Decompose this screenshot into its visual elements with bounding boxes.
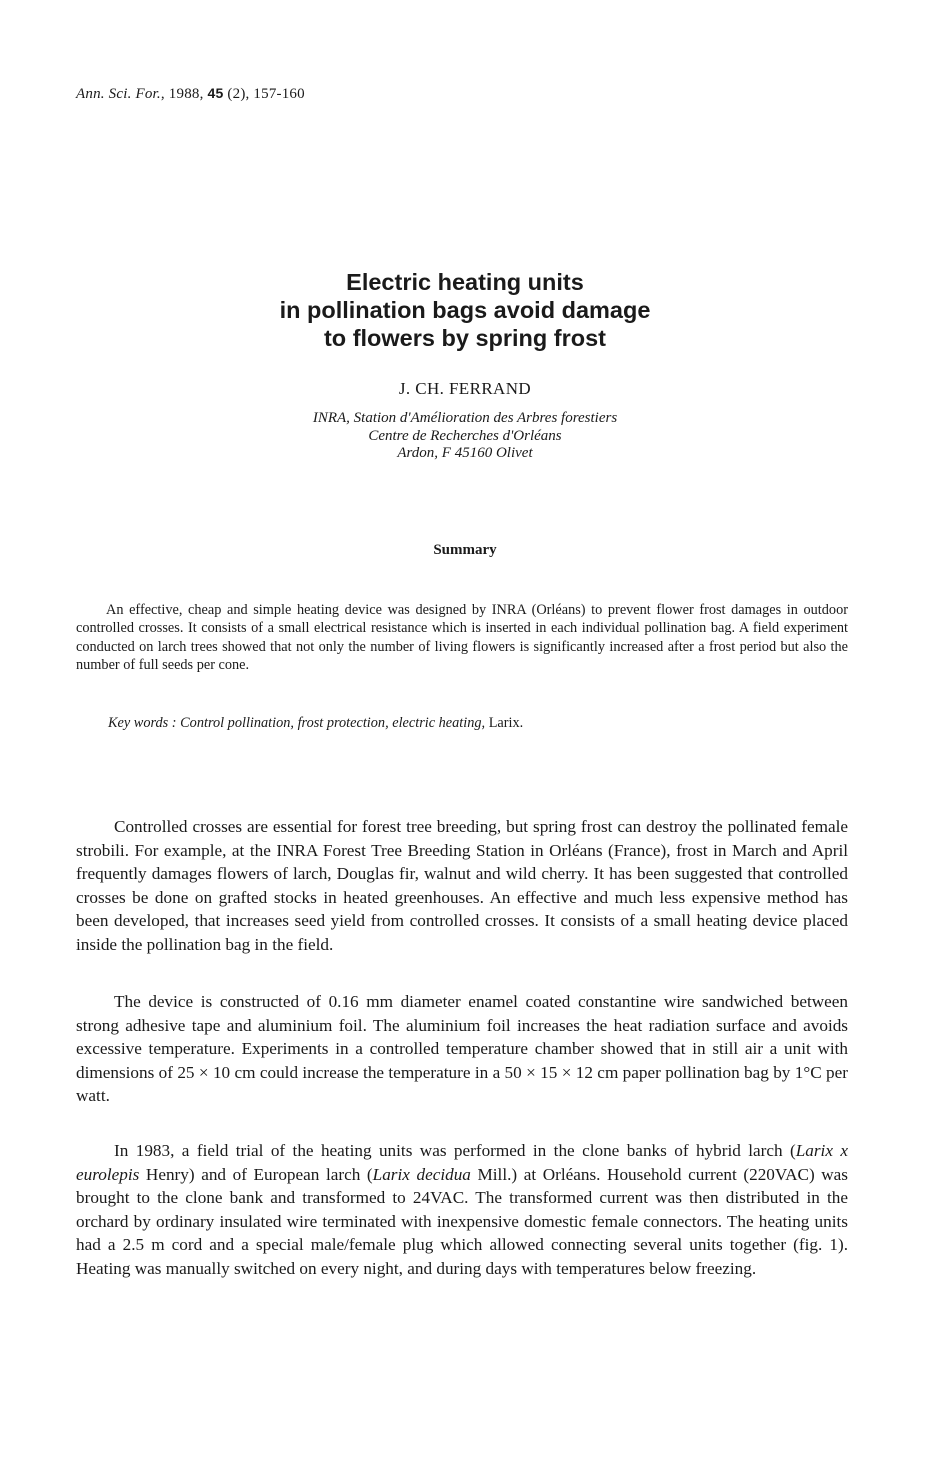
citation-volume: 45 (207, 85, 224, 101)
author-affiliation (0, 410, 930, 463)
body-paragraph-3 (76, 1139, 848, 1281)
title-line-2: in pollination bags avoid damage (279, 297, 651, 323)
keywords-label: Key words : (108, 715, 181, 731)
paper-title (0, 268, 930, 352)
species-european-larch: Larix decidua (372, 1164, 471, 1184)
title-line-3: to flowers by spring frost (323, 325, 607, 351)
citation-year: , 1988, (160, 86, 208, 102)
body-paragraph-1: Controlled crosses are essential for forest tree breeding, but spring frost can destroy the pollinated female strobili. For example, at the INRA Forest Tree Breeding Station in Orléans (France), frost in March and April frequently damages flowers of larch, Douglas fir, walnut and wild cherry. It has been suggested that controlled crosses be done on grafted stocks in heated greenhouses. An effective and much less expensive method has been developed, that increases seed yield from controlled crosses. It consists of a small heating device placed inside the pollination bag in the field. (76, 817, 848, 954)
citation-issue-pages: (2), 157-160 (223, 86, 305, 102)
title-line-1: Electric heating units (346, 269, 584, 295)
summary-text: An effective, cheap and simple heating device was designed by INRA (Orléans) to prevent flower frost damages in outdoor controlled crosses. It consists of a small electrical resistance which is inserted in each individual pollination bag. A field experiment conducted on larch trees showed that not only the number of living flowers is significantly increased after a frost period but also the number of full seeds per cone. (76, 602, 848, 674)
species-hybrid-larch: Larix x eurolepis (76, 1141, 848, 1184)
summary-heading: Summary (433, 542, 497, 558)
body-paragraph-2: The device is constructed of 0.16 mm diameter enamel coated constantine wire sandwiched between strong adhesive tape and aluminium foil. The aluminium foil increases the heat radiation surface and avoids excessive temperature. Experiments in a controlled temperature chamber showed that in still air a unit with dimensions of 25 × 10 cm could increase the temperature in a 50 × 15 × 12 cm paper pollination bag by 1°C per watt. (76, 992, 848, 1106)
p3-segment-c: Henry) and of European larch ( (139, 1164, 373, 1184)
p3-segment-a: In 1983, a field trial of the heating units was performed in the clone banks of hybrid larch ( (114, 1141, 796, 1160)
p3-segment-e: Mill.) at Orléans. Household current (220VAC) was brought to the clone bank and transformed to 24VAC. The transformed current was then distributed in the orchard by ordinary insulated wire terminated with inexpensive domestic female connectors. The heating units had a 2.5 m cord and a special male/female plug which allowed connecting several units together (fig. 1). Heating was manually switched on every night, and during days with temperatures below freezing. (76, 1164, 848, 1278)
keywords-list: Control pollination, frost protection, electric heating, (180, 715, 489, 731)
journal-citation (76, 85, 305, 103)
affiliation-line-3: Ardon, F 45160 Olivet (397, 445, 533, 461)
journal-name: Ann. Sci. For. (76, 86, 161, 102)
affiliation-line-1: INRA, Station d'Amélioration des Arbres forestiers (312, 410, 618, 426)
keywords (108, 715, 848, 732)
author-name: J. CH. FERRAND (398, 379, 532, 398)
affiliation-line-2: Centre de Recherches d'Orléans (368, 427, 562, 444)
keywords-last: Larix. (488, 715, 524, 731)
